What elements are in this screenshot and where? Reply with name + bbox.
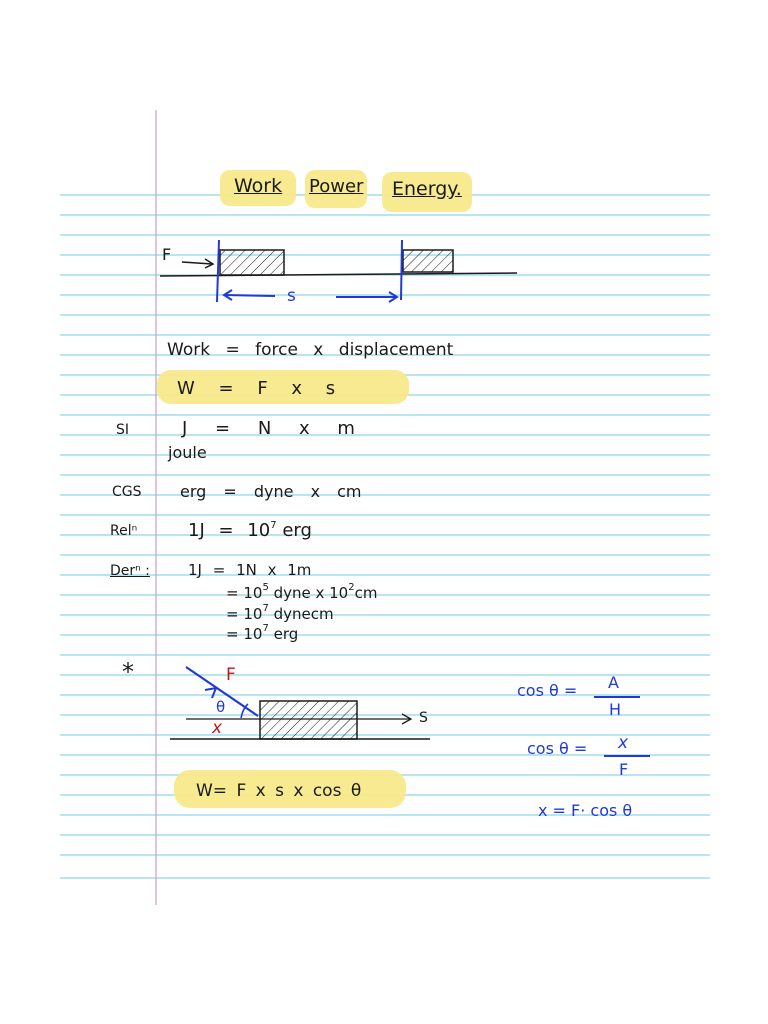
relation-label: Relⁿ [110, 523, 138, 539]
derivation-line-3a: = 10 [226, 605, 263, 623]
trig-eq1-bar [594, 696, 640, 698]
relation-exponent: 7 [270, 520, 277, 531]
cgs-label: CGS [112, 484, 142, 500]
trig-eq1-lhs: cos θ = [517, 681, 578, 700]
derivation-line-1: 1J = 1N x 1m [188, 561, 312, 579]
derivation-line-4b: erg [273, 625, 299, 643]
derivation-line-2b: dyne x 10 [273, 584, 349, 602]
derivation-line-2-exp: 5 [262, 582, 269, 593]
force-label-1: F [162, 245, 172, 264]
title-power: Power [309, 176, 364, 197]
derivation-line-2a: = 10 [226, 584, 263, 602]
derivation-line-2-exp2: 2 [348, 582, 355, 593]
force-label-2: F [226, 665, 236, 685]
trig-eq2-lhs: cos θ = [527, 739, 588, 758]
title-work: Work [234, 175, 283, 197]
star-marker: * [122, 658, 134, 686]
block-2 [260, 701, 357, 739]
si-label: SI [116, 422, 130, 438]
derivation-line-3b: dynecm [273, 605, 334, 623]
relation-lhs: 1J = 10 [188, 520, 271, 541]
cgs-expression: erg = dyne x cm [180, 482, 362, 501]
trig-eq2-den: F [619, 760, 629, 779]
derivation-line-3-exp: 7 [262, 603, 269, 614]
derivation-line-4-exp: 7 [262, 623, 269, 634]
trig-eq1-den: H [609, 700, 622, 719]
trig-eq2-bar [604, 755, 650, 757]
title-energy: Energy. [392, 178, 462, 200]
s-label-2: S [419, 710, 428, 726]
derivation-line-4a: = 10 [226, 625, 263, 643]
displacement-label-1: s [287, 286, 296, 306]
definition-text: Work = force x displacement [167, 340, 454, 360]
si-expression: J = N x m [182, 418, 355, 439]
derivation-label: Derⁿ : [110, 563, 150, 579]
trig-eq3: x = F· cos θ [538, 801, 633, 820]
trig-eq1-num: A [608, 673, 619, 692]
theta-label: θ [216, 698, 226, 716]
relation-unit: erg [282, 520, 312, 541]
definition-formula: W = F x s [177, 378, 336, 399]
si-note: joule [168, 443, 207, 462]
cos-formula: W= F x s x cos θ [196, 781, 362, 801]
derivation-line-2c: cm [354, 584, 378, 602]
x-label: x [212, 718, 223, 738]
trig-eq2-num: x [618, 733, 629, 753]
